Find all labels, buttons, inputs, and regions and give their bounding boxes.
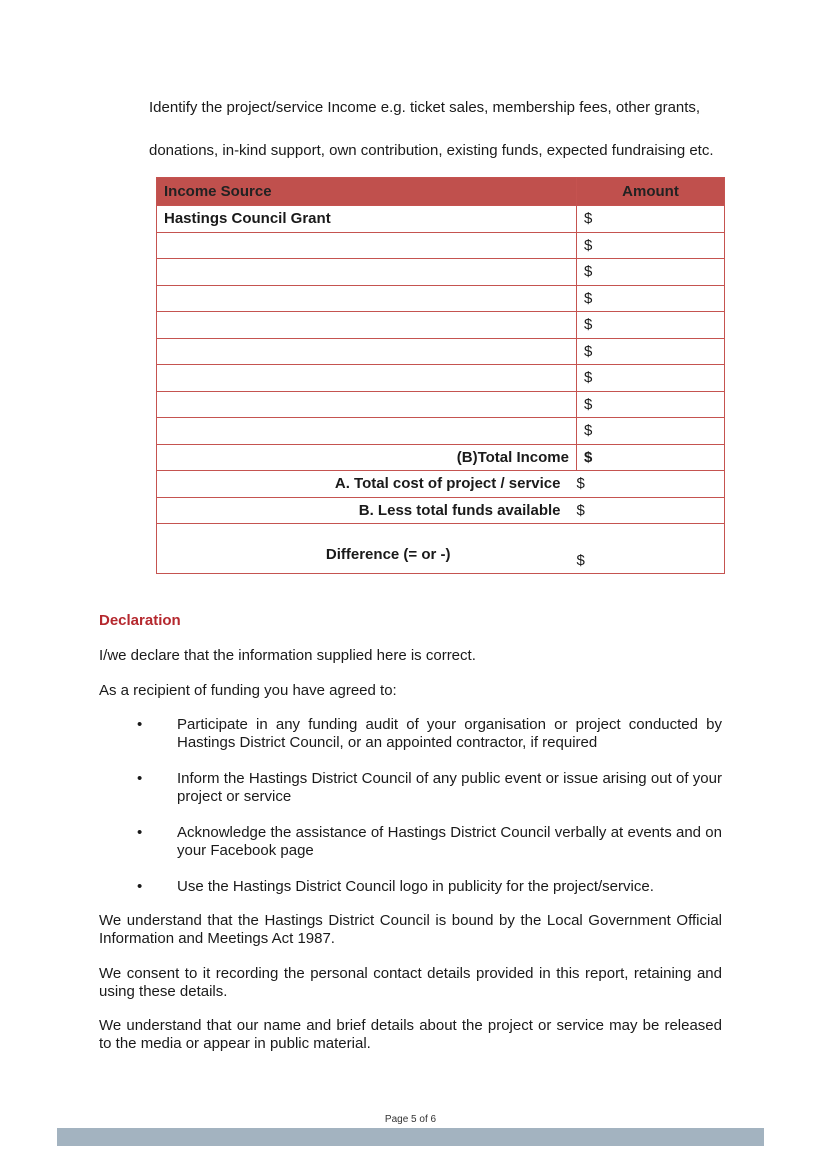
income-source-cell[interactable] [157, 285, 577, 312]
income-source-cell[interactable] [157, 418, 577, 445]
amount-cell[interactable]: $ [577, 259, 725, 286]
list-item-text: Inform the Hastings District Council of any public event or issue arising out of your project or service [177, 770, 722, 805]
less-funds-label: B. Less total funds available [157, 497, 577, 524]
intro-line-2: donations, in-kind support, own contribution, existing funds, expected fundraising etc. [149, 142, 714, 159]
total-cost-row [157, 471, 725, 498]
header-amount: Amount [577, 178, 725, 206]
total-income-amount[interactable]: $ [577, 444, 725, 471]
amount-cell[interactable]: $ [577, 206, 725, 233]
less-funds-amount[interactable]: $ [577, 497, 725, 524]
amount-cell[interactable]: $ [577, 391, 725, 418]
bullet-icon: • [137, 716, 143, 733]
table-row [157, 418, 725, 445]
amount-cell[interactable]: $ [577, 418, 725, 445]
table-row [157, 232, 725, 259]
total-income-row [157, 444, 725, 471]
total-income-label: (B)Total Income [157, 444, 577, 471]
less-funds-row [157, 497, 725, 524]
income-source-cell[interactable] [157, 391, 577, 418]
table-row [157, 285, 725, 312]
declaration-bound: We understand that the Hastings District Council is bound by the Local Government Official Information and Meetings Act 1987. [99, 912, 722, 947]
table-row [157, 259, 725, 286]
table-row [157, 338, 725, 365]
table-row [157, 391, 725, 418]
amount-cell[interactable]: $ [577, 285, 725, 312]
table-row [157, 365, 725, 392]
bullet-icon: • [137, 770, 143, 787]
table-row [157, 206, 725, 233]
income-source-cell[interactable] [157, 259, 577, 286]
bullet-icon: • [137, 824, 143, 841]
amount-cell[interactable]: $ [577, 365, 725, 392]
amount-cell[interactable]: $ [577, 312, 725, 339]
footer-bar [57, 1128, 764, 1146]
income-source-cell[interactable] [157, 232, 577, 259]
income-source-cell[interactable] [157, 338, 577, 365]
list-item [99, 770, 722, 806]
declaration-title: Declaration [99, 612, 181, 629]
list-item [99, 824, 722, 860]
total-cost-amount[interactable]: $ [577, 471, 725, 498]
agreement-list [99, 716, 722, 914]
list-item [99, 716, 722, 752]
amount-cell[interactable]: $ [577, 338, 725, 365]
total-cost-label: A. Total cost of project / service [157, 471, 577, 498]
difference-label: Difference (= or -) [157, 524, 577, 574]
list-item-text: Participate in any funding audit of your organisation or project conducted by Hastings District Council, or an appointed contractor, if required [177, 716, 722, 751]
difference-row [157, 524, 725, 574]
header-income-source: Income Source [157, 178, 577, 206]
amount-cell[interactable]: $ [577, 232, 725, 259]
declaration-consent: We consent to it recording the personal contact details provided in this report, retaining and using these details. [99, 965, 722, 1000]
declaration-recipient: As a recipient of funding you have agreed to: [99, 682, 397, 699]
income-source-cell[interactable] [157, 365, 577, 392]
page-number: Page 5 of 6 [384, 1114, 437, 1125]
list-item [99, 878, 722, 896]
list-item-text: Acknowledge the assistance of Hastings District Council verbally at events and on your Facebook page [177, 824, 722, 859]
income-table [156, 177, 725, 574]
difference-amount[interactable]: $ [577, 524, 725, 574]
income-source-cell[interactable]: Hastings Council Grant [157, 206, 577, 233]
intro-line-1: Identify the project/service Income e.g. ticket sales, membership fees, other grants, [149, 99, 701, 116]
table-row [157, 312, 725, 339]
bullet-icon: • [137, 878, 143, 895]
income-source-cell[interactable] [157, 312, 577, 339]
declaration-media: We understand that our name and brief details about the project or service may be released to the media or appear in public material. [99, 1017, 722, 1052]
declaration-correct: I/we declare that the information supplied here is correct. [99, 647, 476, 664]
list-item-text: Use the Hastings District Council logo in publicity for the project/service. [177, 878, 654, 895]
income-table-header [157, 178, 725, 206]
